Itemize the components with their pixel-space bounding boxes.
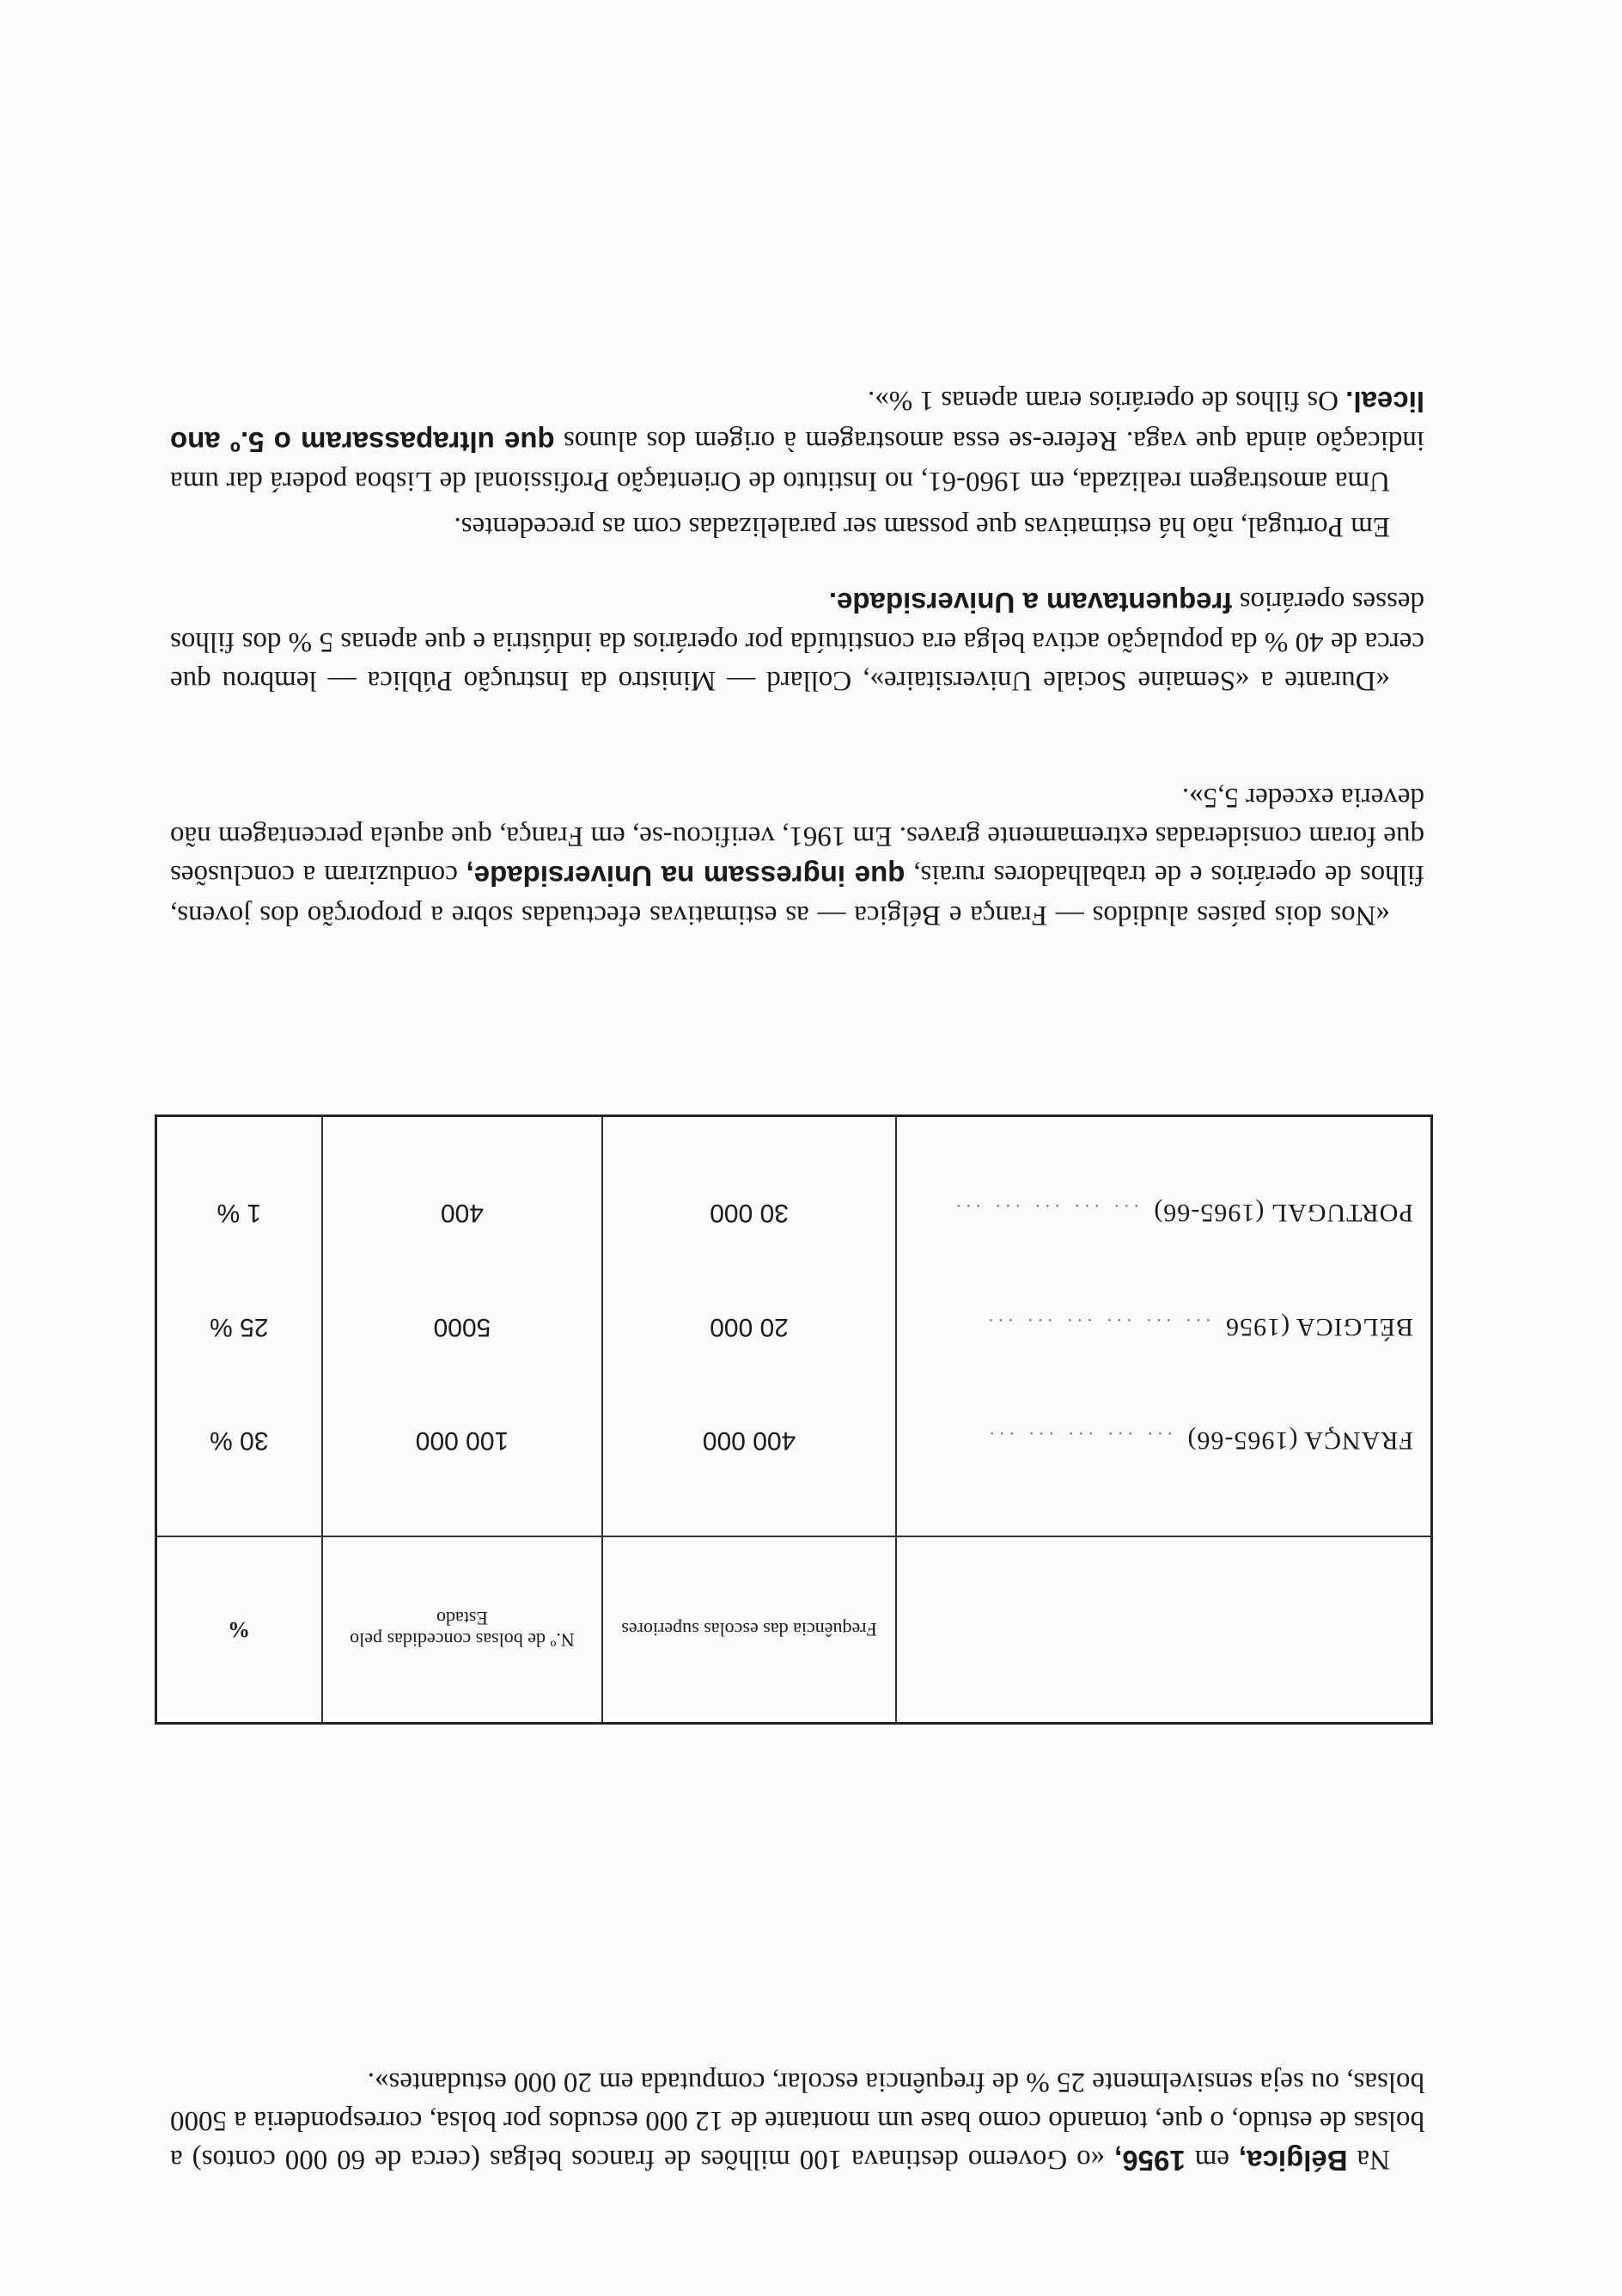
table-spacer-row — [156, 1497, 1432, 1536]
sampling-paragraph: Uma amostragem realizada, em 1960-61, no Instituto de Orientação Profissional de Lisboa poderá dar uma indicação ainda que vaga. Refere-se essa amostragem à origem dos alunos que ultrapassaram o 5.º ano liceal. Os filhos de operários eram apenas 1 %». — [170, 385, 1424, 497]
header-percent: % — [156, 1536, 322, 1724]
intro-bold-year: 1956, — [1114, 2145, 1186, 2177]
intro-paragraph — [170, 2062, 1424, 2180]
bold-phrase: que ultrapassaram o 5.º ano liceal. — [170, 386, 1424, 458]
row-country: PORTUGAL (1965-66) ... ... ... ... ... — [950, 1199, 1413, 1228]
intro-text: em — [1185, 2144, 1239, 2175]
leader-dots: ... ... ... ... ... — [950, 1200, 1139, 1223]
table-row — [156, 1269, 1432, 1383]
table-header-row — [156, 1536, 1432, 1724]
row-frequencia: 400 000 — [602, 1383, 896, 1497]
row-country: BÉLGICA (1956 ... ... ... ... ... ... — [983, 1312, 1413, 1341]
row-bolsas: 100 000 — [322, 1383, 603, 1497]
header-country — [896, 1536, 1432, 1724]
table-row — [156, 1156, 1432, 1269]
quote-paragraph-collard: «Durante a «Semaine Sociale Universitaire», Collard — Ministro da Instrução Pública — lembrou que cerca de 40 % da população activa belga era constituída por operários da indústria e que apenas 5 % dos filhos desses operários frequentavam a Universidade. — [170, 586, 1424, 696]
row-percent: 1 % — [156, 1156, 322, 1269]
bold-phrase: frequentavam a Universidade. — [828, 587, 1233, 619]
intro-text: «o Governo destinava 100 milhões de francos belgas (cerca de 60 000 contos) a bolsas de estudo, o que, tomando como base um montante de 12 000 escudos por bolsa, corresponderia a 5000 bolsas, ou seja sensivelmente 25 % de frequência escolar, computada em 20 000 estudantes». — [169, 2067, 1424, 2175]
intro-text: Na — [1347, 2144, 1390, 2175]
leader-dots: ... ... ... ... ... — [984, 1427, 1173, 1450]
leader-dots: ... ... ... ... ... ... — [983, 1314, 1211, 1336]
row-percent: 30 % — [156, 1383, 322, 1497]
scholarship-table — [155, 1114, 1433, 1725]
row-country: FRANÇA (1965-66) ... ... ... ... ... — [984, 1426, 1413, 1455]
row-frequencia: 30 000 — [602, 1156, 896, 1269]
intro-bold-country: Bélgica, — [1238, 2145, 1348, 2177]
row-bolsas: 400 — [322, 1156, 603, 1269]
row-frequencia: 20 000 — [602, 1269, 896, 1383]
row-percent: 25 % — [156, 1269, 322, 1383]
table-spacer-row — [156, 1116, 1432, 1157]
portugal-paragraph: Em Portugal, não há estimativas que possam ser paralelizadas com as precedentes. — [454, 511, 1390, 542]
header-frequencia: Frequência das escolas superiores — [602, 1536, 896, 1724]
quote-paragraph-france-belgium: «Nos dois países aludidos — França e Bélgica — as estimativas efectuadas sobre a proporção dos jovens, filhos de operários e de trabalhadores rurais, que ingressam na Universidade, conduziram a conclusões que foram consideradas extremamente graves. Em 1961, verificou-se, em França, que aquela percentagem não deveria exceder 5,5». — [170, 782, 1424, 931]
header-bolsas: N.º de bolsas concedidas pelo Estado — [322, 1536, 603, 1724]
table-row — [156, 1383, 1432, 1497]
bold-phrase: que ingressam na Universidade, — [466, 860, 906, 892]
row-bolsas: 5000 — [322, 1269, 603, 1383]
